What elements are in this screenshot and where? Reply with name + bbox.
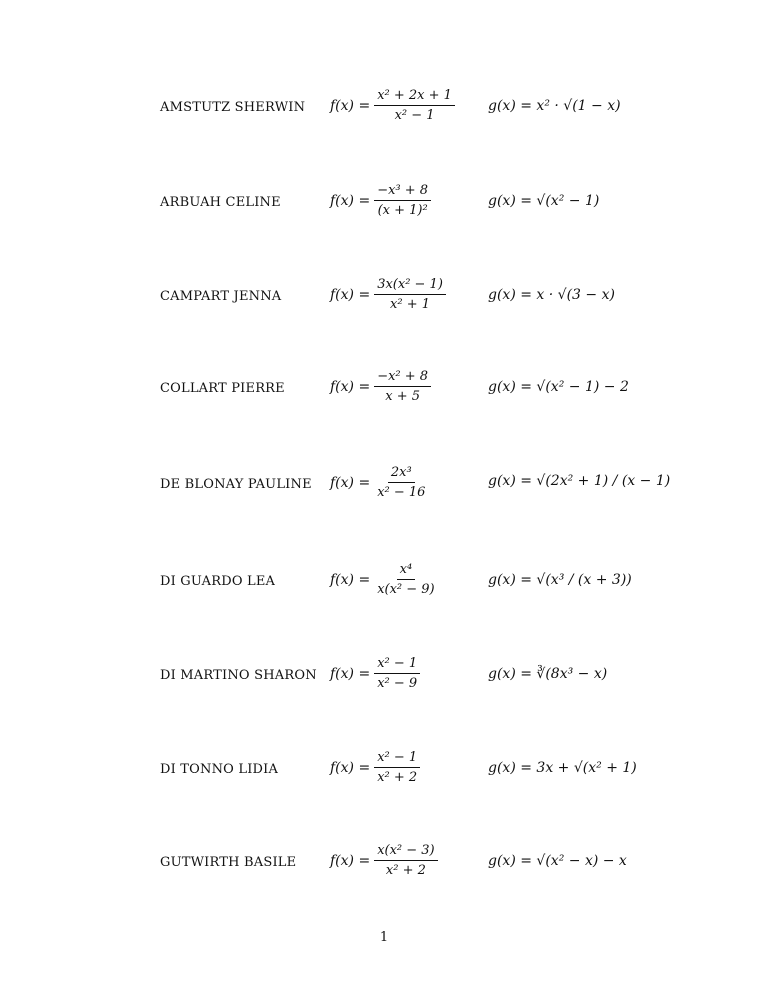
function-f: f(x) = $\frac{\text{x² + 2x + 1}}{\text{x² − 1}}$ <box>330 88 455 123</box>
function-g: g(x) = √(x² − 1) − 2 <box>488 379 629 395</box>
function-g: g(x) = x · √(3 − x) <box>488 287 615 303</box>
student-name: DE BLONAY PAULINE <box>160 477 312 492</box>
student-name: GUTWIRTH BASILE <box>160 855 297 870</box>
function-f: f(x) = $\frac{\text{x² − 1}}{\text{x² − 9}}$ <box>330 656 420 691</box>
function-g: g(x) = 3x + √(x² + 1) <box>488 760 637 776</box>
function-f: f(x) = $\frac{\text{x² − 1}}{\text{x² + 2}}$ <box>330 750 420 785</box>
function-f: f(x) = $\frac{\text{x(x² − 3)}}{\text{x² + 2}}$ <box>330 843 438 878</box>
function-g: g(x) = √(2x² + 1) / (x − 1) <box>488 473 671 489</box>
page-number: 1 <box>379 930 389 945</box>
function-f: f(x) = $\frac{\text{2x³}}{\text{x² − 16}}$ <box>330 465 426 500</box>
function-g: g(x) = √(x² − 1) <box>488 193 600 209</box>
function-f: f(x) = $\frac{\text{−x² + 8}}{x + 5}$ <box>330 369 431 404</box>
student-name: DI GUARDO LEA <box>160 574 276 589</box>
student-name: ARBUAH CELINE <box>160 195 281 210</box>
function-g: g(x) = √(x² − x) − x <box>488 853 627 869</box>
function-f: f(x) = $\frac{\text{x⁴}}{\text{x(x² − 9)}}$ <box>330 562 435 597</box>
function-f: f(x) = $\frac{\text{3x(x² − 1)}}{\text{x² + 1}}$ <box>330 277 446 312</box>
function-g: g(x) = ∛(8x³ − x) <box>488 666 608 682</box>
student-name: COLLART PIERRE <box>160 381 285 396</box>
student-name: CAMPART JENNA <box>160 289 282 304</box>
student-name: AMSTUTZ SHERWIN <box>160 100 306 115</box>
student-name: DI MARTINO SHARON <box>160 668 317 683</box>
student-name: DI TONNO LIDIA <box>160 762 279 777</box>
function-f: f(x) = $\frac{\text{−x³ + 8}}{\text{(x + 1)²}}$ <box>330 183 431 218</box>
function-g: g(x) = √(x³ / (x + 3)) <box>488 572 632 588</box>
function-g: g(x) = x² · √(1 − x) <box>488 98 621 114</box>
